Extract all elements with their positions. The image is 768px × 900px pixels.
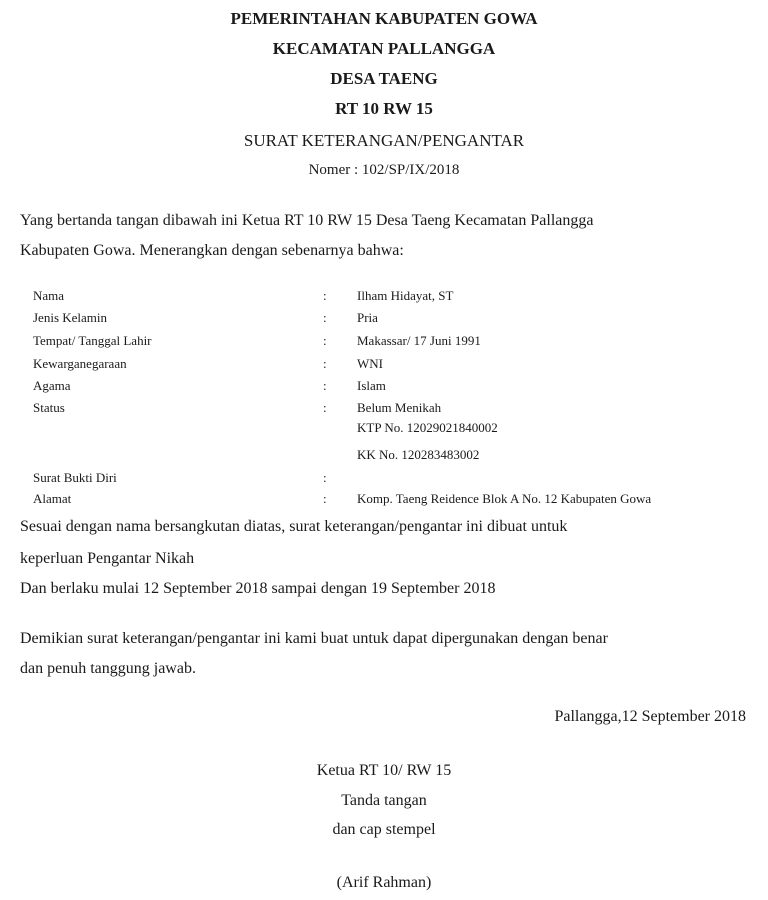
field-colon: : xyxy=(323,333,327,348)
field-row xyxy=(0,288,768,306)
field-value: Pria xyxy=(357,310,378,325)
field-colon: : xyxy=(323,310,327,325)
header-district: KECAMATAN PALLANGGA xyxy=(272,39,496,58)
field-row xyxy=(0,310,768,328)
field-label: Status xyxy=(33,400,65,415)
signer-position: Ketua RT 10/ RW 15 xyxy=(316,762,452,779)
closing-line-2: dan penuh tanggung jawab. xyxy=(20,660,196,677)
field-colon: : xyxy=(323,288,327,303)
intro-line-1: Yang bertanda tangan dibawah ini Ketua RT 10 RW 15 Desa Taeng Kecamatan Pallangga xyxy=(20,212,594,229)
field-value: KK No. 120283483002 xyxy=(357,447,480,462)
field-value: Makassar/ 17 Juni 1991 xyxy=(357,333,481,348)
field-colon: : xyxy=(323,470,327,485)
document-number: Nomer : 102/SP/IX/2018 xyxy=(308,162,460,178)
field-label: Alamat xyxy=(33,491,72,506)
field-row xyxy=(0,333,768,351)
intro-line-2: Kabupaten Gowa. Menerangkan dengan sebenarnya bahwa: xyxy=(20,242,404,259)
stamp-placeholder: dan cap stempel xyxy=(332,821,436,838)
field-label: Surat Bukti Diri xyxy=(33,470,117,485)
field-value: Ilham Hidayat, ST xyxy=(357,288,454,303)
header-rt-rw: RT 10 RW 15 xyxy=(335,99,433,118)
place-date: Pallangga,12 September 2018 xyxy=(554,708,746,725)
body-line-1: Sesuai dengan nama bersangkutan diatas, surat keterangan/pengantar ini dibuat untuk xyxy=(20,518,568,535)
signer-name: (Arif Rahman) xyxy=(336,874,432,891)
field-row xyxy=(0,470,768,488)
field-colon: : xyxy=(323,491,327,506)
field-label: Jenis Kelamin xyxy=(33,310,108,325)
field-label: Tempat/ Tanggal Lahir xyxy=(33,333,152,348)
field-row xyxy=(0,400,768,418)
closing-line-1: Demikian surat keterangan/pengantar ini kami buat untuk dapat dipergunakan dengan benar xyxy=(20,630,608,647)
field-row xyxy=(0,420,768,438)
field-row xyxy=(0,447,768,465)
field-value: WNI xyxy=(357,356,383,371)
field-row xyxy=(0,491,768,509)
field-value: Komp. Taeng Reidence Blok A No. 12 Kabupaten Gowa xyxy=(357,491,652,506)
field-colon: : xyxy=(323,356,327,371)
field-value: KTP No. 12029021840002 xyxy=(357,420,498,435)
document-title: SURAT KETERANGAN/PENGANTAR xyxy=(243,131,525,150)
body-line-2: keperluan Pengantar Nikah xyxy=(20,550,195,567)
field-label: Agama xyxy=(33,378,71,393)
header-village: DESA TAENG xyxy=(330,69,438,88)
field-row xyxy=(0,356,768,374)
field-row xyxy=(0,378,768,396)
field-label: Kewarganegaraan xyxy=(33,356,127,371)
validity-line: Dan berlaku mulai 12 September 2018 sampai dengan 19 September 2018 xyxy=(20,580,496,597)
field-value: Belum Menikah xyxy=(357,400,442,415)
header-government: PEMERINTAHAN KABUPATEN GOWA xyxy=(230,9,538,28)
field-colon: : xyxy=(323,378,327,393)
signature-placeholder: Tanda tangan xyxy=(341,792,427,809)
field-value: Islam xyxy=(357,378,386,393)
field-colon: : xyxy=(323,400,327,415)
field-label: Nama xyxy=(33,288,65,303)
